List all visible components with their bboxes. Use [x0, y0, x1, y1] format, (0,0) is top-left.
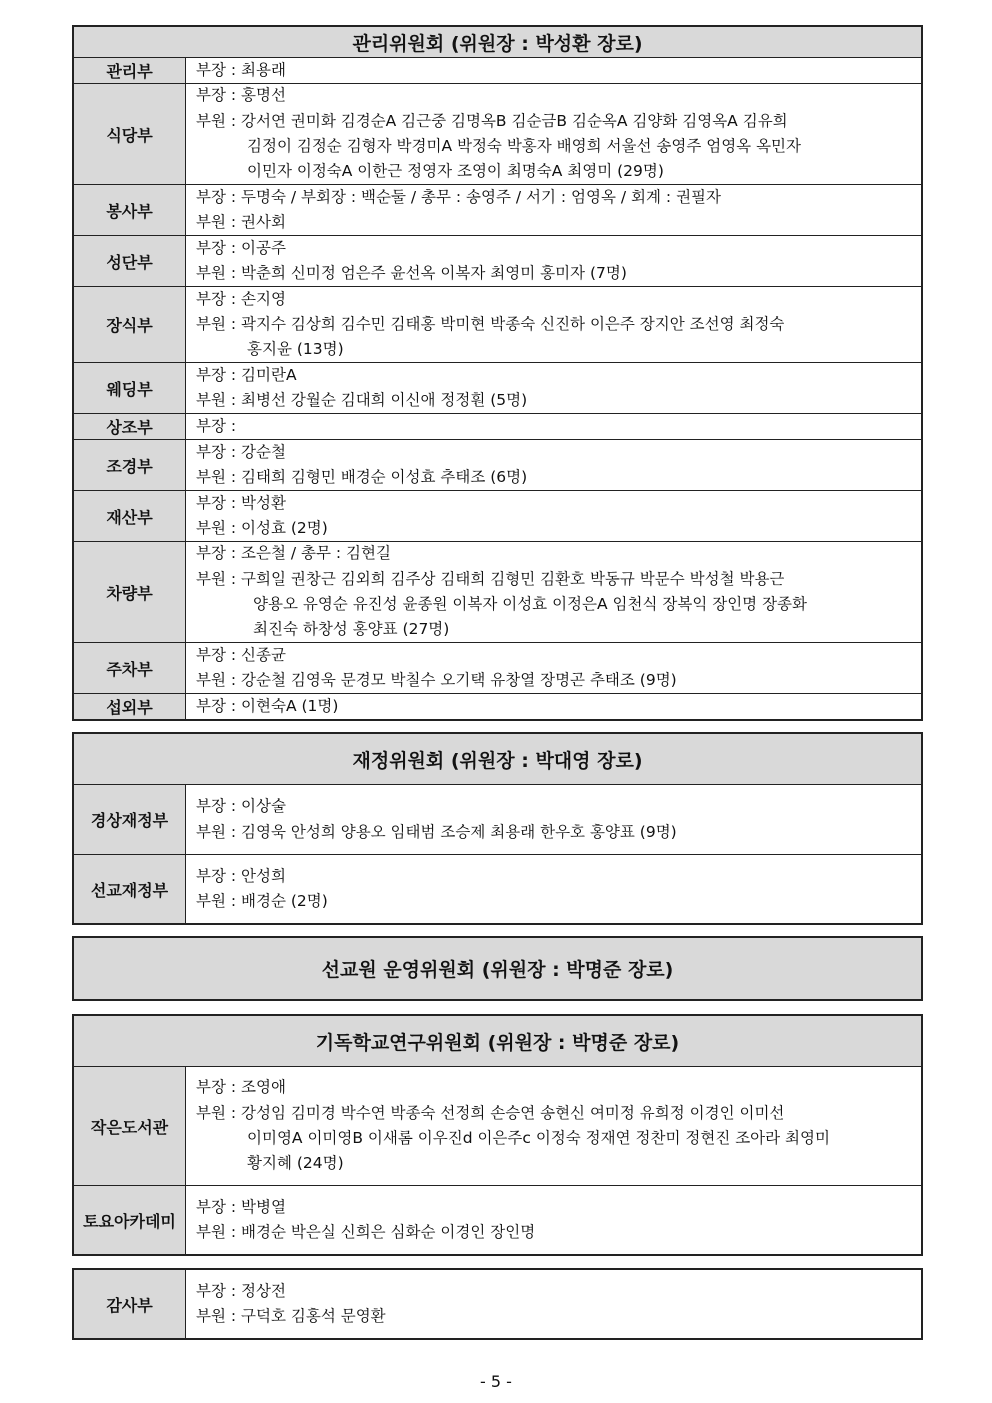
dept-members	[186, 440, 921, 490]
member-line: 부원 : 강순철 김영욱 문경모 박칠수 오기택 유창열 장명곤 추태조 (9명)	[196, 671, 677, 689]
member-line: 부원 : 강서연 권미화 김경순A 김근중 김명옥B 김순금B 김순옥A 김양화 김영옥A 김유희	[196, 111, 788, 130]
dept-row-altar	[74, 236, 921, 287]
dept-row-external	[74, 694, 921, 719]
dept-row-management	[74, 58, 921, 84]
dept-row-property	[74, 491, 921, 542]
dept-members	[186, 236, 921, 286]
dept-row-vehicle	[74, 542, 921, 643]
dept-name: 섭외부	[74, 694, 186, 719]
member-line: 부원 : 구덕호 김홍석 문영환	[196, 1307, 386, 1325]
dept-members	[186, 542, 921, 642]
head-line: 부장 : 홍명선	[196, 86, 286, 105]
dept-name: 작은도서관	[74, 1067, 186, 1185]
dept-members	[186, 855, 921, 923]
head-line: 부장 : 이현숙A (1명)	[196, 696, 339, 715]
dept-name: 봉사부	[74, 185, 186, 235]
dept-row-small-library	[74, 1067, 921, 1186]
dept-members	[186, 491, 921, 541]
head-line: 부장 : 이공주	[196, 238, 286, 257]
member-line: 부원 : 최병선 강월순 김대희 이신애 정정훤 (5명)	[196, 391, 528, 409]
member-line: 부원 : 강성임 김미경 박수연 박종숙 선정희 손승연 송현신 여미정 유희정 이경인 이미선	[196, 1103, 785, 1122]
dept-name: 토요아카데미	[74, 1186, 186, 1254]
dept-members	[186, 643, 921, 693]
committee-title: 기독학교연구위원회 (위원장 : 박명준 장로)	[74, 1016, 921, 1067]
committee-title: 재정위원회 (위원장 : 박대영 장로)	[74, 734, 921, 785]
member-line: 부원 : 배경순 박은실 신희은 심화순 이경인 장인명	[196, 1223, 536, 1241]
dept-members	[186, 287, 921, 362]
dept-name: 장식부	[74, 287, 186, 362]
head-line: 부장 : 이상술	[196, 797, 286, 816]
dept-name: 웨딩부	[74, 363, 186, 413]
head-line: 부장 : 박성환	[196, 493, 286, 512]
member-line-cont: 홍지윤 (13명)	[247, 340, 344, 359]
member-line-cont: 양용오 유영순 유진성 윤종원 이복자 이성효 이정은A 임천식 장복익 장인명 장종화	[253, 595, 807, 613]
dept-row-cafeteria	[74, 84, 921, 185]
dept-name: 상조부	[74, 414, 186, 439]
dept-name: 경상재정부	[74, 785, 186, 854]
committee-title: 선교원 운영위원회 (위원장 : 박명준 장로)	[74, 938, 921, 999]
member-line-cont: 황지혜 (24명)	[247, 1154, 344, 1173]
dept-members	[186, 414, 921, 439]
dept-members	[186, 84, 921, 184]
head-line: 부장 : 조은철 / 총무 : 김현길	[196, 544, 391, 563]
member-line: 부원 : 구희일 권창근 김외희 김주상 김태희 김형민 김환호 박동규 박문수 박성철 박용근	[196, 569, 785, 588]
member-line-cont: 이미영A 이미영B 이새롬 이우진d 이은주c 이정숙 정재연 정찬미 정현진 조아라 최영미	[247, 1129, 830, 1147]
head-line: 부장 : 손지영	[196, 289, 286, 308]
dept-row-wedding	[74, 363, 921, 414]
dept-row-parking	[74, 643, 921, 694]
dept-name: 선교재정부	[74, 855, 186, 923]
head-line: 부장 : 조영애	[196, 1078, 286, 1097]
head-line: 부장 : 박병열	[196, 1197, 286, 1216]
member-line-cont: 최진숙 하창성 홍양표 (27명)	[253, 620, 450, 639]
dept-members	[186, 785, 921, 854]
dept-row-service	[74, 185, 921, 236]
dept-name: 관리부	[74, 58, 186, 83]
head-line: 부장 : 두명숙 / 부회장 : 백순둘 / 총무 : 송영주 / 서기 : 엄영옥 / 회계 : 권필자	[196, 187, 721, 206]
dept-name: 주차부	[74, 643, 186, 693]
head-line: 부장 :	[196, 416, 237, 435]
committee-finance	[72, 732, 923, 925]
dept-row-condolence	[74, 414, 921, 440]
member-line: 부원 : 김태희 김형민 배경순 이성효 추태조 (6명)	[196, 468, 528, 486]
member-line: 부원 : 김영욱 안성희 양용오 임태범 조승제 최용래 한우호 홍양표 (9명)	[196, 822, 677, 841]
head-line: 부장 : 최용래	[196, 60, 286, 79]
head-line: 부장 : 신종균	[196, 645, 286, 664]
dept-name: 차량부	[74, 542, 186, 642]
dept-members	[186, 694, 921, 719]
member-line: 부원 : 곽지수 김상희 김수민 김태홍 박미현 박종숙 신진하 이은주 장지안 조선영 최정숙	[196, 314, 785, 333]
committee-title: 관리위원회 (위원장 : 박성환 장로)	[74, 27, 921, 58]
head-line: 부장 : 강순철	[196, 442, 286, 461]
member-line: 부원 : 배경순 (2명)	[196, 892, 328, 910]
member-line-cont: 이민자 이정숙A 이한근 정영자 조영이 최명숙A 최영미 (29명)	[247, 162, 664, 181]
dept-members	[186, 1186, 921, 1254]
committee-christian-school	[72, 1014, 923, 1256]
dept-members	[186, 185, 921, 235]
dept-name: 재산부	[74, 491, 186, 541]
dept-members	[186, 1067, 921, 1185]
dept-row-mission-finance	[74, 855, 921, 923]
member-line: 부원 : 권사회	[196, 213, 286, 231]
member-line: 부원 : 이성효 (2명)	[196, 519, 328, 537]
dept-name: 조경부	[74, 440, 186, 490]
dept-members	[186, 363, 921, 413]
committee-kindergarten	[72, 936, 923, 1001]
committee-audit	[72, 1268, 923, 1340]
dept-row-audit	[74, 1270, 921, 1338]
dept-name: 식당부	[74, 84, 186, 184]
committee-management	[72, 25, 923, 721]
dept-row-saturday-academy	[74, 1186, 921, 1254]
dept-members	[186, 1270, 921, 1338]
head-line: 부장 : 정상전	[196, 1281, 286, 1300]
dept-name: 성단부	[74, 236, 186, 286]
dept-row-operating-finance	[74, 785, 921, 855]
head-line: 부장 : 안성희	[196, 866, 286, 885]
dept-members	[186, 58, 921, 83]
member-line-cont: 김정이 김정순 김형자 박경미A 박정숙 박홍자 배영희 서울선 송영주 엄영옥 옥민자	[247, 137, 801, 155]
head-line: 부장 : 김미란A	[196, 365, 297, 384]
dept-row-landscape	[74, 440, 921, 491]
member-line: 부원 : 박춘희 신미정 엄은주 윤선옥 이복자 최영미 홍미자 (7명)	[196, 264, 627, 282]
dept-name: 감사부	[74, 1270, 186, 1338]
page-number: - 5 -	[480, 1372, 512, 1391]
dept-row-decoration	[74, 287, 921, 363]
